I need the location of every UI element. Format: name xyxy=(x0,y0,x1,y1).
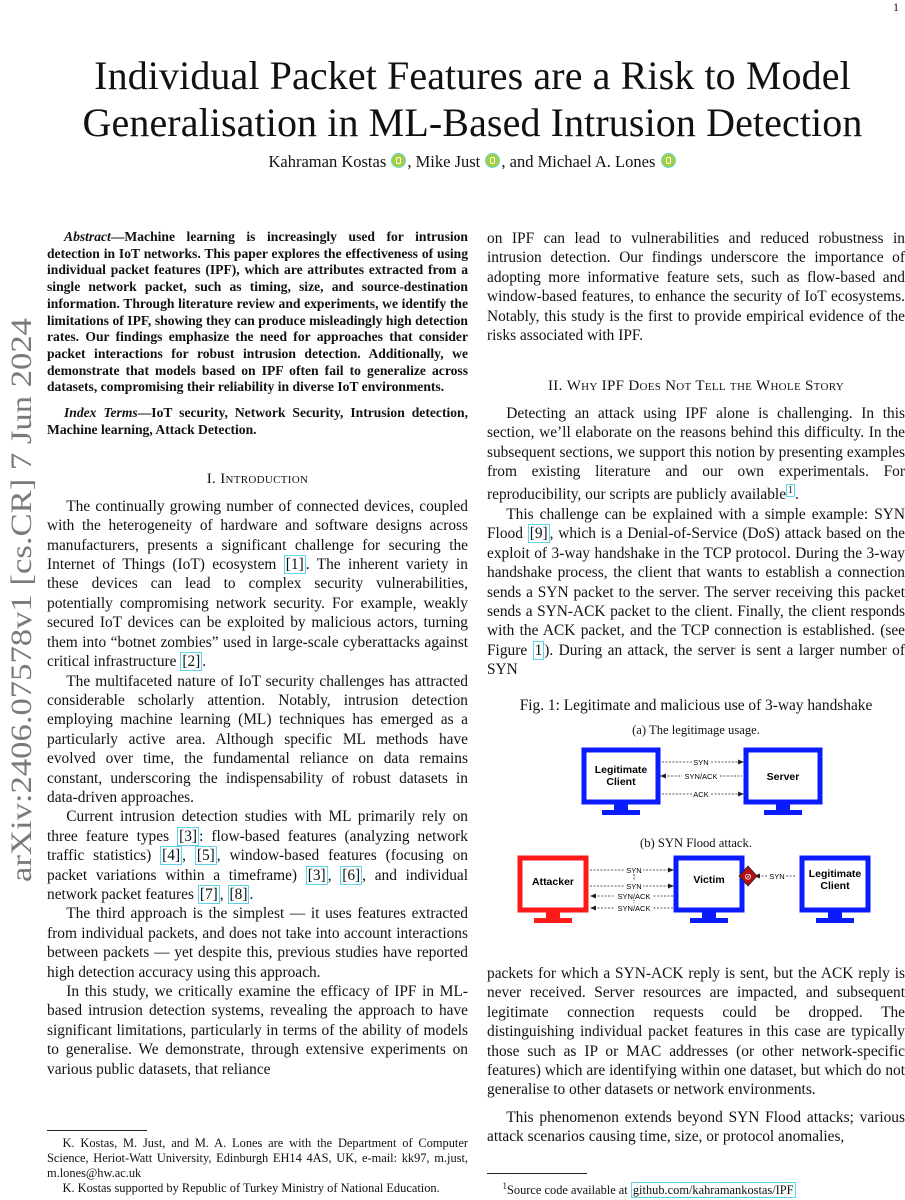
right-column-bottom xyxy=(487,964,905,1147)
index-terms-label: Index Terms xyxy=(64,405,138,421)
arxiv-stamp-text: arXiv:2406.07578v1 [cs.CR] 7 Jun 2024 xyxy=(6,401,38,882)
orcid-icon[interactable] xyxy=(661,153,676,168)
intro-paragraph-3: Current intrusion detection studies with ML primarily rely on three feature types [3] : flow-based features (analyzing network traffic statistics) [4] , [5] , window-based features (focusing on packet variations within a timeframe) [3] , [6] , and individual network packet features [7] , [8] . xyxy=(47,808,468,903)
client-label-line-2: Client xyxy=(606,776,636,788)
footnote-mark-link[interactable]: 1 xyxy=(788,485,794,497)
right-column-top xyxy=(487,229,905,680)
author-1: Kahraman Kostas xyxy=(268,152,387,171)
citation-link[interactable]: [1] xyxy=(285,556,304,574)
intro-paragraph-1: The continually growing number of connected devices, coupled with the heterogeneity of hardware and software designs across manufacturers, presents a significant challenge for securing the Internet of Things (IoT) ecosystem [1] . The inherent variety in these devices can lead to complex security vulnerabilities, potentially compromising network security. For example, weakly secured IoT devices can be exploited by malicious actors, turning them into “botnet zombies” used in large-scale cyberattacks against critical infrastructure [2] . xyxy=(47,497,468,671)
github-link[interactable]: github.com/kahramankostas/IPF xyxy=(632,1183,794,1198)
orcid-icon[interactable] xyxy=(391,153,406,168)
subfigure-b-caption: (b) SYN Flood attack. xyxy=(640,836,752,850)
left-footnotes xyxy=(47,1136,468,1196)
flood-syn-label: SYN xyxy=(626,866,642,875)
citation-link[interactable]: [4] xyxy=(162,847,181,865)
flood-synack-label: SYN/ACK xyxy=(617,904,651,913)
ack-label: ACK xyxy=(693,790,709,799)
flood-synack-label: SYN/ACK xyxy=(617,892,651,901)
intro-paragraph-4: The third approach is the simplest — it uses features extracted from individual packets, and does not take into account interactions between packets — yet despite this, previous studies have reported high detection accuracy using this approach. xyxy=(47,905,468,981)
section-heading-introduction: I. Introduction xyxy=(206,471,309,488)
footnote-rule xyxy=(47,1130,147,1131)
author-list xyxy=(40,152,905,172)
intro-paragraph-2: The multifaceted nature of IoT security challenges has attracted considerable scholarly attention. Notably, intrusion detection employing machine learning (ML) techniques has emerged as a particularly active area. Although specific ML methods have evolved over time, the fundamental reliance on data remains constant, underscoring the indispensability of robust datasets in data-driven approaches. xyxy=(47,672,468,806)
section2-paragraph-2: This challenge can be explained with a simple example: SYN Flood [9] , which is a Denial-of-Service (DoS) attack based on the exploit of 3-way handshake in the TCP protocol. During the 3-way handshake process, the client that wants to establish a connection sends a SYN packet to the server. The server receiving this packet sends a SYN-ACK packet to the client. Finally, the client responds with the ACK packet, and the TCP connection is established. (see Figure 1 ). During an attack, the server is sent a larger number of SYN xyxy=(487,506,905,679)
abstract-text: —Machine learning is increasingly used for intrusion detection in IoT networks. This paper explores the effectiveness of using individual packet features (IPF), which are attributes extracted from a single network packet, such as timing, size, and source-destination information. Through literature review and experiments, we identify the limitations of IPF, showing they can produce misleadingly high detection rates. Our findings emphasize the need for approaches that consider packet interactions for robust intrusion detection. Additionally, we demonstrate that models based on IPF often fail to generalize across datasets, compromising their reliability in diverse IoT environments. xyxy=(47,229,468,395)
author-separator: , and xyxy=(501,152,538,171)
citation-link[interactable]: [3] xyxy=(179,827,198,845)
legit-client-label-line-2: Client xyxy=(820,880,850,892)
citation-link[interactable]: [2] xyxy=(182,653,201,671)
synack-label: SYN/ACK xyxy=(684,772,718,781)
right-footnote xyxy=(487,1179,905,1198)
left-column xyxy=(47,229,468,1079)
victim-label: Victim xyxy=(693,874,725,886)
footnote-rule xyxy=(487,1173,587,1174)
citation-link[interactable]: [7] xyxy=(199,885,218,903)
abstract xyxy=(47,229,468,396)
author-separator: , xyxy=(407,152,416,171)
client-label-line-1: Legitimate xyxy=(594,764,648,776)
attacker-monitor-icon xyxy=(520,858,586,923)
subfigure-a-caption: (a) The legitimage usage. xyxy=(632,723,760,737)
author-2: Mike Just xyxy=(415,152,481,171)
title-line-1: Individual Packet Features are a Risk to Model xyxy=(94,53,851,98)
diagram-legitimate-handshake xyxy=(570,744,830,824)
intro-paragraph-5-continued: on IPF can lead to vulnerabilities and reduced robustness in intrusion detection. Our findings underscore the importance of adopting more informative feature sets, such as flow-based and window-based features, to enhance the security of IoT ecosystems. Notably, this study is the first to provide empirical evidence of the risks associated with IPF. xyxy=(487,230,905,345)
blocked-syn-label: SYN xyxy=(769,872,785,881)
syn-label: SYN xyxy=(693,758,709,767)
affiliation-footnote: K. Kostas, M. Just, and M. A. Lones are with the Department of Computer Science, Heriot-Watt University, Edinburgh EH14 4AS, UK, e-mail: kk97, m.just, m.lones@hw.ac.uk xyxy=(47,1136,468,1180)
server-label: Server xyxy=(766,771,800,783)
figure-link[interactable]: 1 xyxy=(534,641,543,659)
intro-paragraph-5: In this study, we critically examine the efficacy of IPF in ML-based intrusion detection systems, revealing the approach to have significant limitations, particularly in terms of the ability of models to generalise. We demonstrate, through extensive experiments on various public datasets, that reliance xyxy=(47,983,468,1078)
source-code-footnote: $^1$Source code available at github.com/kahramankostas/IPF xyxy=(502,1181,794,1198)
index-terms xyxy=(47,405,468,438)
diagram-syn-flood xyxy=(512,852,877,938)
section2-paragraph-1: Detecting an attack using IPF alone is challenging. In this section, we’ll elaborate on the reasons behind this difficulty. In the subsequent sections, we support this notion by presenting examples from existing literature and our own experimentals. For reproducibility, our scripts are publicly available $^1$ . xyxy=(487,404,905,504)
victim-monitor-icon xyxy=(676,858,742,923)
attacker-label: Attacker xyxy=(531,876,575,888)
funding-footnote: K. Kostas supported by Republic of Turkey Ministry of National Education. xyxy=(62,1181,440,1195)
title-line-2: Generalisation in ML-Based Intrusion Detection xyxy=(82,100,863,145)
page-number: 1 xyxy=(893,0,899,14)
section-heading-why-ipf: II. Why IPF Does Not Tell the Whole Story xyxy=(547,378,844,395)
citation-link[interactable]: [9] xyxy=(529,525,548,543)
blocked-symbol: ⊘ xyxy=(744,871,752,882)
author-3: Michael A. Lones xyxy=(537,152,656,171)
section2-paragraph-3: packets for which a SYN-ACK reply is sent, but the ACK reply is never received. Server resources are impacted, and subsequent legitimate connection requests could be dropped. The distinguishing individual packet features in this case are typically those such as IP or MAC addresses (or other network-specific features) which are identifying within one dataset, but which do not generalise to other datasets or network environments. xyxy=(487,965,905,1099)
citation-link[interactable]: [8] xyxy=(229,885,248,903)
flood-syn-label: SYN xyxy=(626,882,642,891)
orcid-icon[interactable] xyxy=(485,153,500,168)
index-terms-text: —IoT security, Network Security, Intrusion detection, Machine learning, Attack Detection. xyxy=(47,405,468,437)
section2-paragraph-4: This phenomenon extends beyond SYN Flood attacks; various attack scenarios causing time, size, or protocol anomalies, xyxy=(487,1108,905,1146)
paper-title xyxy=(40,52,905,146)
legit-client-label-line-1: Legitimate xyxy=(808,868,862,880)
citation-link[interactable]: [6] xyxy=(342,866,361,884)
arxiv-stamp xyxy=(2,316,40,884)
citation-link[interactable]: [3] xyxy=(307,866,326,884)
citation-link[interactable]: [5] xyxy=(196,847,215,865)
abstract-label: Abstract xyxy=(64,229,111,244)
figure-1 xyxy=(487,697,905,738)
figure-caption: Fig. 1: Legitimate and malicious use of 3-way handshake xyxy=(519,697,873,714)
